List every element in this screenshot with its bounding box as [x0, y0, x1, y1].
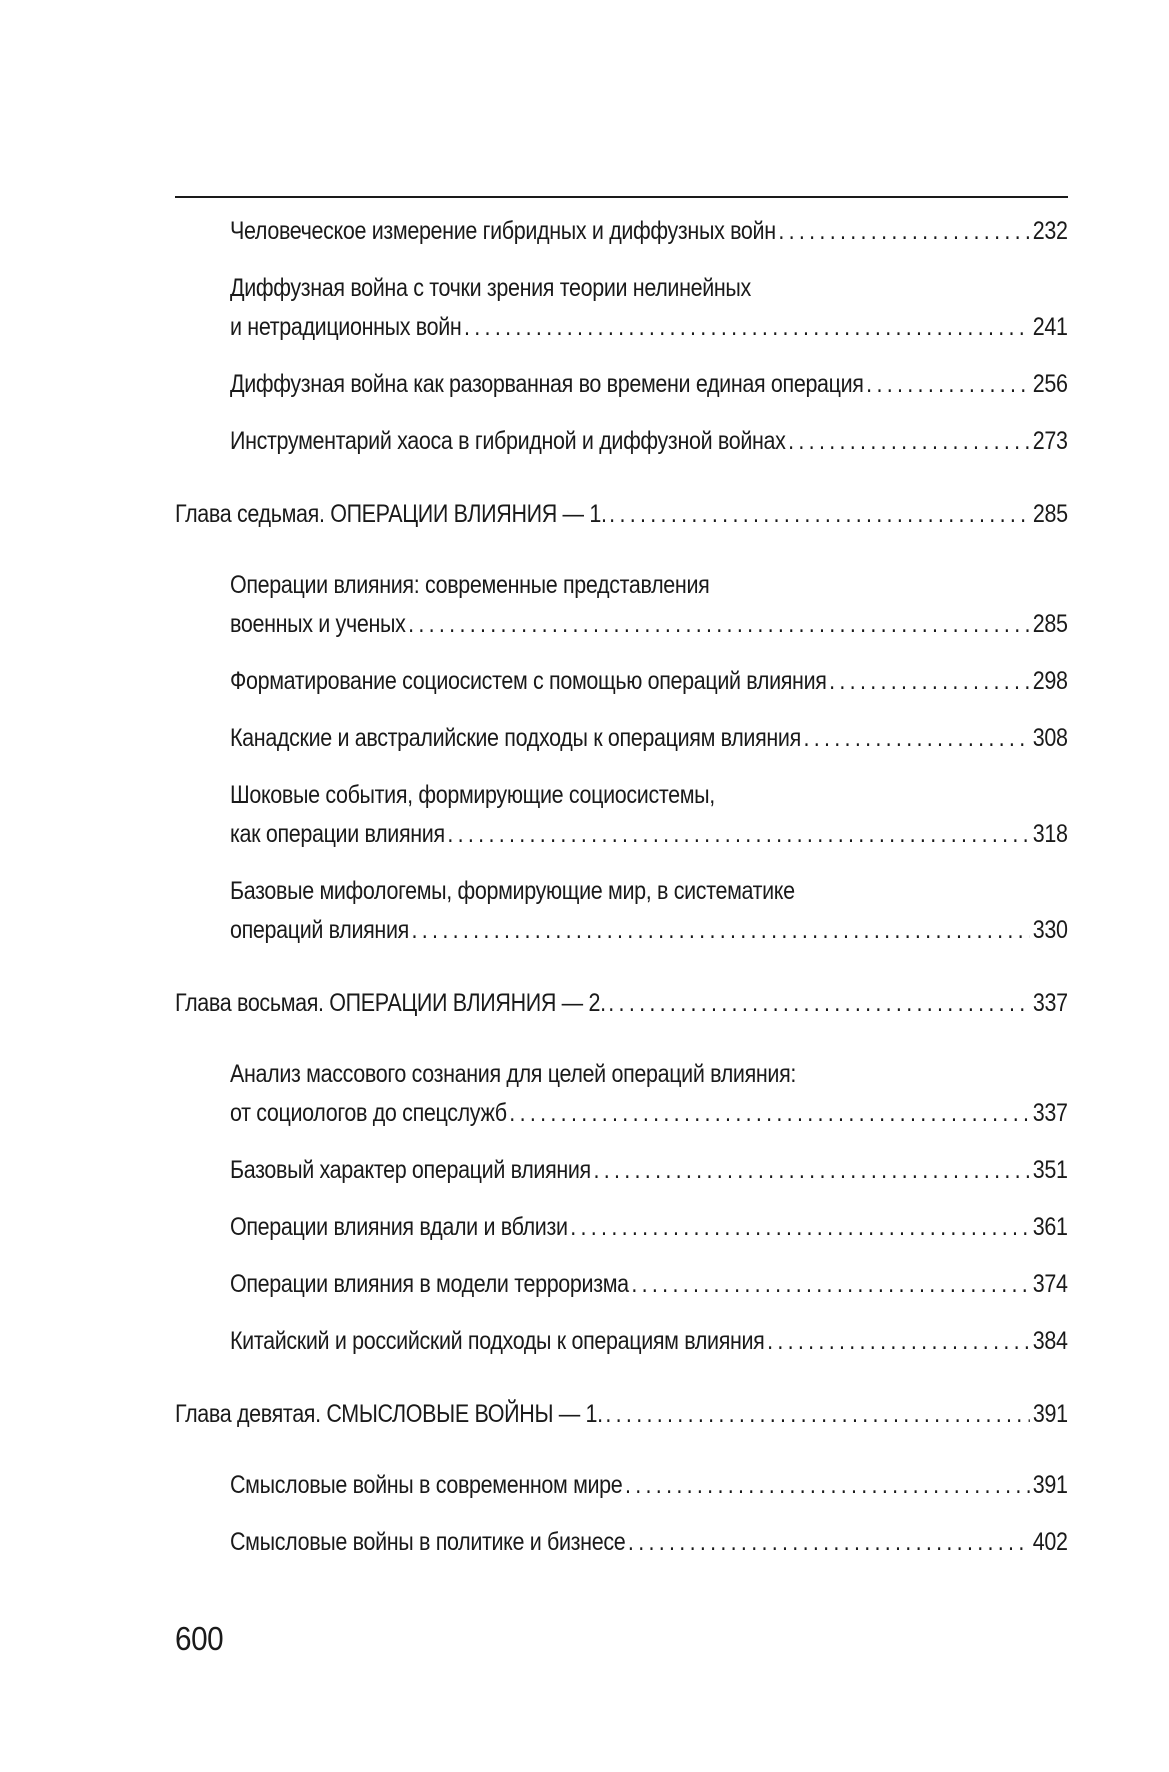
- dot-leader: [803, 719, 1030, 758]
- toc-entry-line: [175, 495, 1068, 534]
- toc-entry-line: [230, 605, 1068, 644]
- toc-entry-line: [230, 719, 1068, 758]
- toc-entry: [230, 422, 1068, 461]
- toc-chapter-title: Глава седьмая. ОПЕРАЦИИ ВЛИЯНИЯ — 1.: [175, 500, 607, 528]
- header-rule: [175, 196, 1068, 198]
- toc-entry-page: 232: [1032, 217, 1068, 245]
- dot-leader: [788, 422, 1030, 461]
- toc-entry-page: 318: [1032, 820, 1068, 848]
- dot-leader: [408, 605, 1030, 644]
- toc-entry: [230, 776, 1068, 854]
- toc-entry-title: Канадские и австралийские подходы к операциям влияния: [230, 724, 801, 752]
- dot-leader: [509, 1094, 1030, 1133]
- dot-leader: [631, 1265, 1030, 1304]
- toc-entry-title: и нетрадиционных войн: [230, 313, 462, 341]
- dot-leader: [829, 662, 1030, 701]
- toc-entry-page: 330: [1032, 916, 1068, 944]
- dot-leader: [767, 1322, 1030, 1361]
- toc-entry-page: 361: [1032, 1213, 1068, 1241]
- toc-entry-page: 285: [1032, 500, 1068, 528]
- toc-entry-page: 308: [1032, 724, 1068, 752]
- dot-leader: [866, 365, 1030, 404]
- toc-entry-title: как операции влияния: [230, 820, 445, 848]
- dot-leader: [605, 1395, 1030, 1434]
- toc-entry: [230, 269, 1068, 347]
- toc-entry-line: [175, 1395, 1068, 1434]
- toc-entry: [230, 1466, 1068, 1505]
- toc-entry-title: Смысловые войны в политике и бизнесе: [230, 1528, 626, 1556]
- toc-entry-title: операций влияния: [230, 916, 409, 944]
- toc-entry-title: Смысловые войны в современном мире: [230, 1471, 623, 1499]
- toc-entry: [230, 1322, 1068, 1361]
- toc-chapter-entry: [175, 1395, 1068, 1434]
- toc-entry-page: 256: [1032, 370, 1068, 398]
- toc-entry-line: [230, 365, 1068, 404]
- toc-entry-line: [230, 212, 1068, 251]
- toc-entry: [230, 365, 1068, 404]
- toc-entry-title-line1: Анализ массового сознания для целей операций влияния:: [230, 1060, 797, 1088]
- toc-entry: [230, 212, 1068, 251]
- toc-entry-line: [230, 308, 1068, 347]
- dot-leader: [464, 308, 1030, 347]
- toc-entry-title: Форматирование социосистем с помощью операций влияния: [230, 667, 827, 695]
- toc-entry: [230, 1055, 1068, 1133]
- toc-entry-line: [230, 1094, 1068, 1133]
- toc-entry-page: 402: [1032, 1528, 1068, 1556]
- toc-chapter-entry: [175, 495, 1068, 534]
- dot-leader: [412, 911, 1031, 950]
- toc-entry-page: 374: [1032, 1270, 1068, 1298]
- toc-entry: [230, 719, 1068, 758]
- toc-entry-title: военных и ученых: [230, 610, 406, 638]
- toc-entry-title-line1: Операции влияния: современные представления: [230, 571, 710, 599]
- toc-entry-page: 241: [1032, 313, 1068, 341]
- toc-entry-line: [175, 984, 1068, 1023]
- toc-entry-title: Человеческое измерение гибридных и диффузных войн: [230, 217, 776, 245]
- toc-entry-page: 384: [1032, 1327, 1068, 1355]
- dot-leader: [778, 212, 1030, 251]
- toc-entry: [230, 662, 1068, 701]
- dot-leader: [609, 495, 1030, 534]
- toc-entry-title: Диффузная война как разорванная во времени единая операция: [230, 370, 864, 398]
- toc-entry-page: 298: [1032, 667, 1068, 695]
- toc-entry: [230, 1523, 1068, 1562]
- toc-entry-title: Операции влияния вдали и вблизи: [230, 1213, 568, 1241]
- toc-entry-line: [230, 815, 1068, 854]
- dot-leader: [570, 1208, 1030, 1247]
- toc-entry: [230, 1208, 1068, 1247]
- toc-entry-page: 337: [1032, 1099, 1068, 1127]
- toc-entry-line: [230, 911, 1068, 950]
- toc-entry-line: [230, 1523, 1068, 1562]
- toc-entry-line: [230, 1466, 1068, 1505]
- toc-entry-page: 351: [1032, 1156, 1068, 1184]
- toc-entry: [230, 872, 1068, 950]
- toc-chapter-title: Глава восьмая. ОПЕРАЦИИ ВЛИЯНИЯ — 2.: [175, 989, 606, 1017]
- toc-entry-title-line1: Шоковые события, формирующие социосистемы,: [230, 781, 715, 809]
- dot-leader: [608, 984, 1030, 1023]
- dot-leader: [628, 1523, 1030, 1562]
- toc-chapter-title: Глава девятая. СМЫСЛОВЫЕ ВОЙНЫ — 1.: [175, 1400, 603, 1428]
- toc-entry: [230, 566, 1068, 644]
- toc-entry-line: [230, 1208, 1068, 1247]
- toc-entry: [230, 1265, 1068, 1304]
- toc-entry-title: от социологов до спецслужб: [230, 1099, 507, 1127]
- toc-entry: [230, 1151, 1068, 1190]
- toc-entry-title: Инструментарий хаоса в гибридной и диффузной войнах: [230, 427, 786, 455]
- toc-entry-page: 273: [1032, 427, 1068, 455]
- toc-entry-line: [230, 422, 1068, 461]
- dot-leader: [625, 1466, 1030, 1505]
- toc-chapter-entry: [175, 984, 1068, 1023]
- toc-entry-line: [230, 1151, 1068, 1190]
- toc-entry-page: 337: [1032, 989, 1068, 1017]
- toc-entry-line: [230, 1265, 1068, 1304]
- toc-entry-title: Базовый характер операций влияния: [230, 1156, 591, 1184]
- toc-entry-line: [230, 662, 1068, 701]
- table-of-contents: [175, 212, 1068, 1562]
- dot-leader: [447, 815, 1030, 854]
- toc-entry-title: Китайский и российский подходы к операциям влияния: [230, 1327, 765, 1355]
- toc-entry-page: 285: [1032, 610, 1068, 638]
- page-number: 600: [175, 1620, 224, 1657]
- toc-entry-title-line1: Базовые мифологемы, формирующие мир, в систематике: [230, 877, 795, 905]
- toc-entry-title: Операции влияния в модели терроризма: [230, 1270, 629, 1298]
- toc-entry-line: [230, 1322, 1068, 1361]
- toc-entry-title-line1: Диффузная война с точки зрения теории нелинейных: [230, 274, 751, 302]
- dot-leader: [593, 1151, 1030, 1190]
- toc-entry-page: 391: [1032, 1471, 1068, 1499]
- toc-entry-page: 391: [1032, 1400, 1068, 1428]
